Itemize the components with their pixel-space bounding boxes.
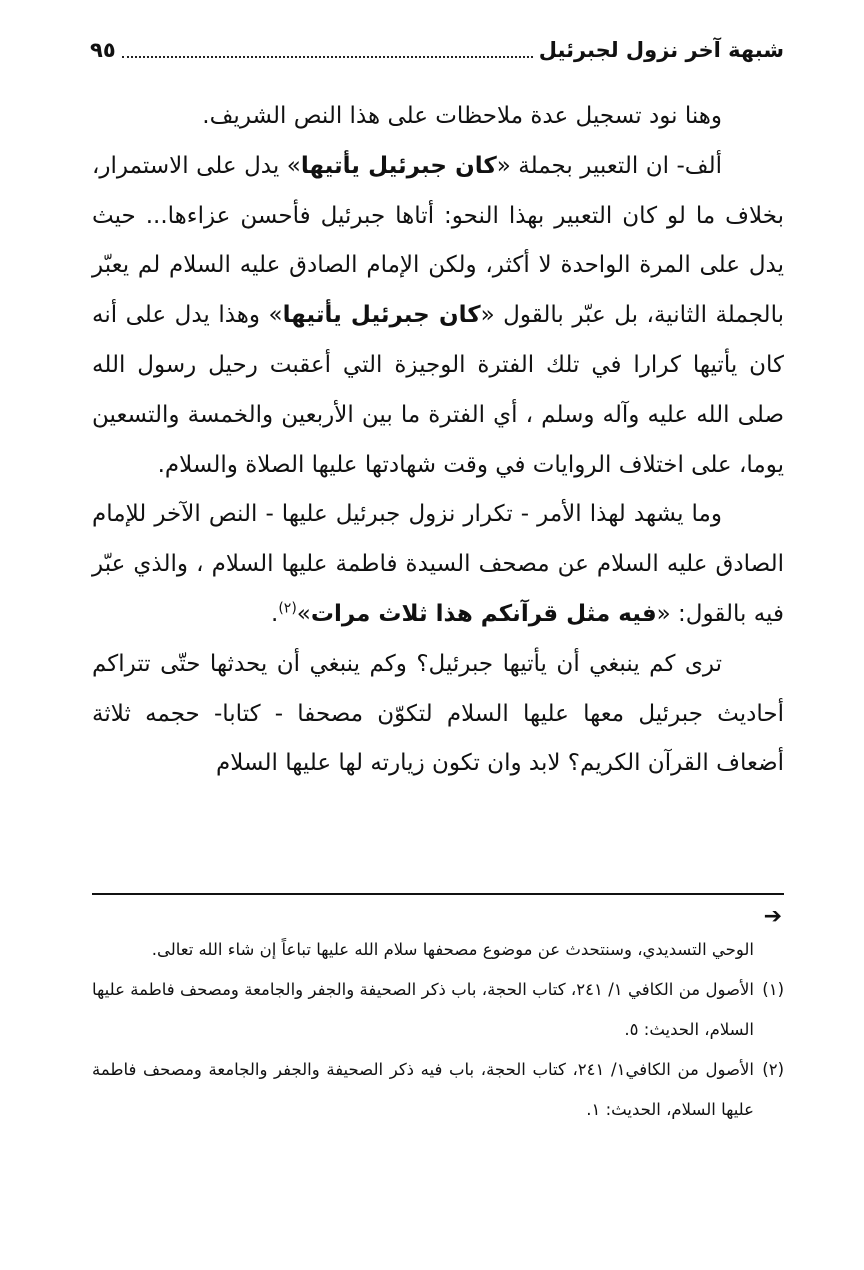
arrow-left-icon: ➔ xyxy=(763,904,782,929)
quoted-phrase: فيه مثل قرآنكم هذا ثلاث مرات xyxy=(310,600,657,627)
paragraph-question: ترى كم ينبغي أن يأتيها جبرئيل؟ وكم ينبغي أن يحدثها حتّى تتراكم أحاديث جبرئيل معها عليها السلام لتكوّن مصحفا - كتابا- حجمه ثلاثة أضعاف القرآن الكريم؟ لابد وان تكون زيارته لها عليها السلام xyxy=(92,650,784,777)
text-run: ألف- ان التعبير بجملة « xyxy=(496,152,722,179)
footnote-number: (١) xyxy=(762,980,784,999)
paragraph-alef xyxy=(92,142,784,491)
page-number: ٩٥ xyxy=(90,38,116,62)
text-run: » يدل على الاستمرار، بخلاف ما لو كان التعبير بهذا النحو: أتاها جبرئيل فأحسن عزاءها... حيث يدل على المرة الواحدة لا أكثر، ولكن الإمام الصادق عليه السلام لم يعبّر بالجملة الثانية، بل عبّر بالقول « xyxy=(92,152,784,329)
quoted-phrase: كان جبرئيل يأتيها xyxy=(300,152,497,179)
text-run: وما يشهد لهذا الأمر - تكرار نزول جبرئيل عليها - النص الآخر للإمام الصادق عليه السلام عن مصحف السيدة فاطمة عليها السلام ، والذي عبّر فيه بالقول: « xyxy=(92,501,784,627)
text-run: » xyxy=(296,600,311,627)
quoted-phrase: كان جبرئيل يأتيها xyxy=(282,302,481,329)
leader-dots xyxy=(122,42,533,58)
footnote-text: الأصول من الكافي١/ ٢٤١، كتاب الحجة، باب فيه ذكر الصحيفة والجفر والجامعة ومصحف فاطمة عليها السلام، الحديث: ١. xyxy=(92,1060,755,1119)
footnote-item xyxy=(92,970,784,1050)
text-run: . xyxy=(271,600,279,627)
text-run: » وهذا يدل على أنه كان يأتيها كرارا في تلك الفترة الوجيزة التي أعقبت رحيل رسول الله صلى الله عليه وآله وسلم ، أي الفترة ما بين الأربعين والخمسة والتسعين يوما، على اختلاف الروايات في وقت شهادتها عليها الصلاة والسلام. xyxy=(92,302,784,478)
footnote-reference[interactable]: (٢) xyxy=(278,600,297,617)
footnote-text: الأصول من الكافي ١/ ٢٤١، كتاب الحجة، باب ذكر الصحيفة والجفر والجامعة ومصحف فاطمة عليها السلام، الحديث: ٥. xyxy=(92,980,754,1039)
footnote-separator xyxy=(92,893,784,895)
footnotes xyxy=(92,930,784,1130)
paragraph-evidence xyxy=(92,490,784,639)
running-header xyxy=(90,30,784,70)
footnote-continued: الوحي التسديدي، وسنتحدث عن موضوع مصحفها سلام الله عليها تباعاً إن شاء الله تعالى. xyxy=(151,940,754,959)
running-title: شبهة آخر نزول لجبرئيل xyxy=(538,38,784,62)
paragraph-intro: وهنا نود تسجيل عدة ملاحظات على هذا النص الشريف. xyxy=(202,103,722,129)
main-text xyxy=(92,92,784,789)
footnote-number: (٢) xyxy=(762,1060,785,1079)
footnote-item xyxy=(92,1050,784,1130)
